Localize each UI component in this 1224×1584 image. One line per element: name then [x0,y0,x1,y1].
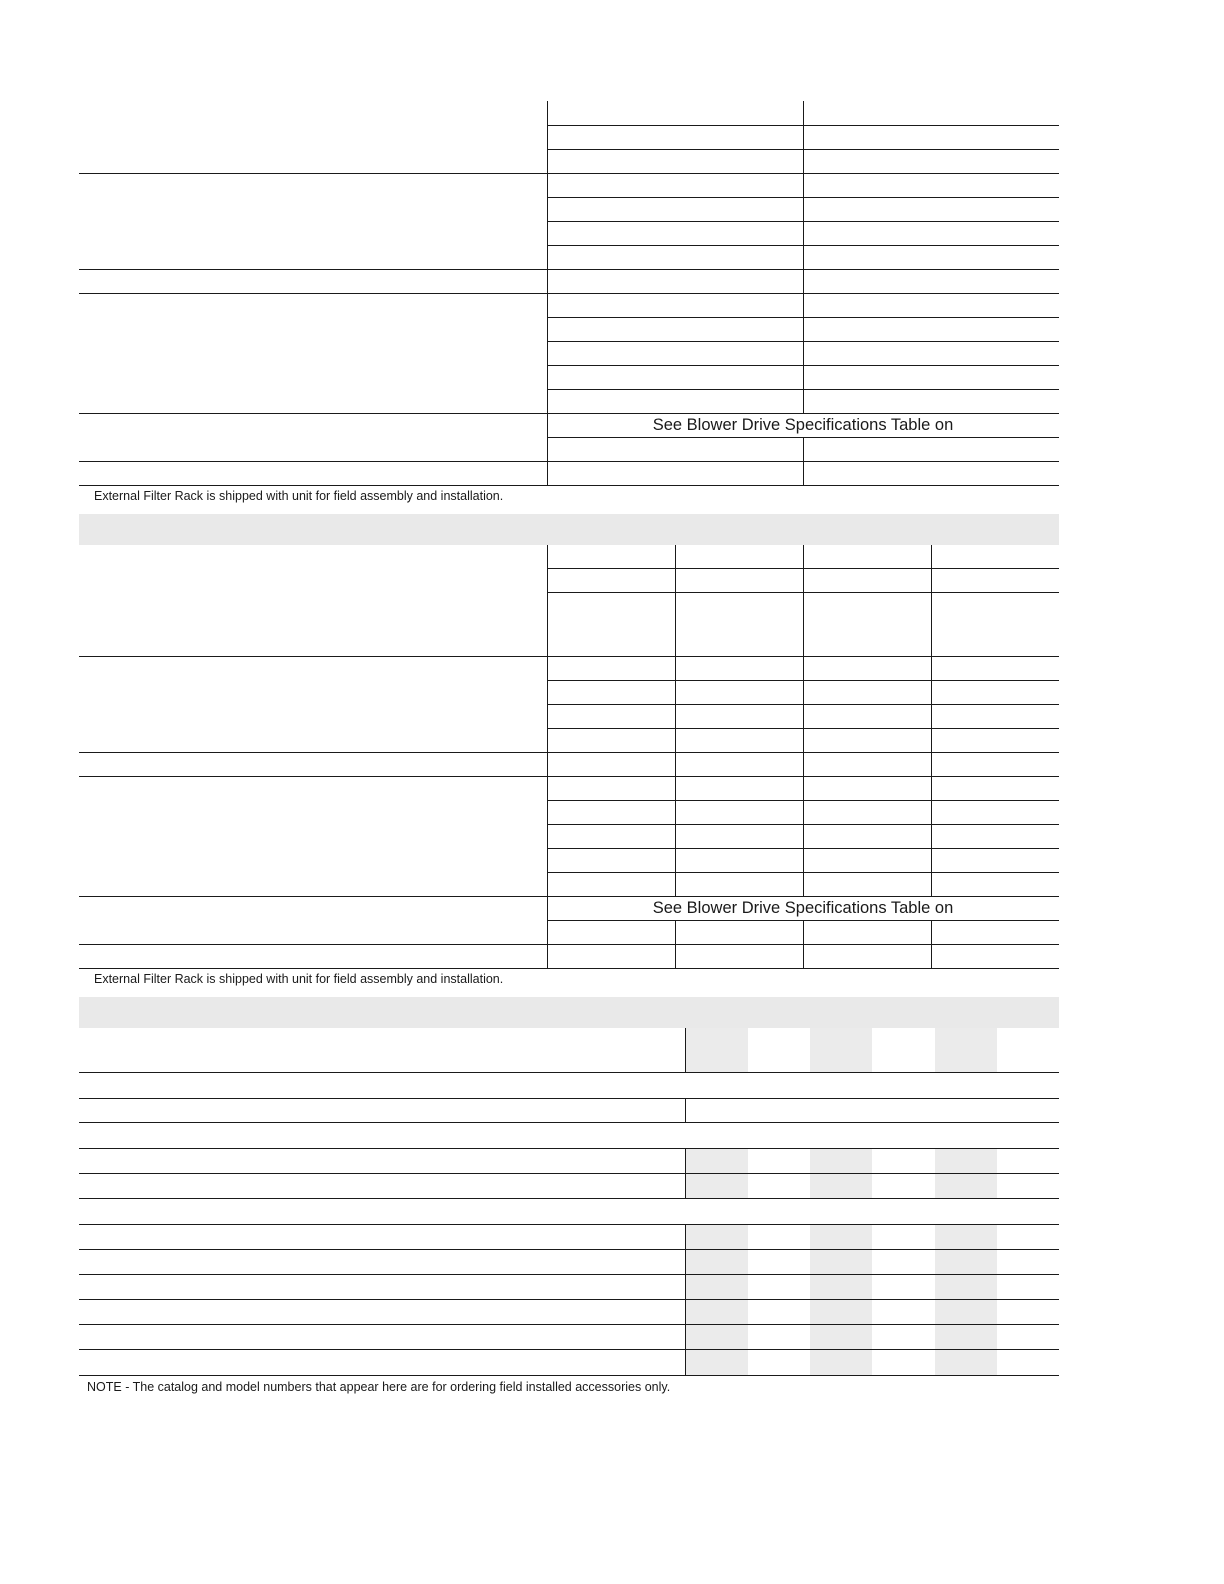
filter-rack-note-1: External Filter Rack is shipped with unit for field assembly and installation. [94,489,504,503]
accessories-table-3 [79,1028,1059,1376]
accessories-footnote: NOTE - The catalog and model numbers that appear here are for ordering field installed accessories only. [87,1380,671,1394]
table-3-shaded-columns [686,1028,997,1376]
blower-drive-note-1: See Blower Drive Specifications Table on [652,416,954,434]
table-2-header-band [79,514,1059,545]
filter-rack-note-2: External Filter Rack is shipped with unit for field assembly and installation. [94,972,504,986]
table-3-header-band [79,997,1059,1028]
blower-drive-note-2: See Blower Drive Specifications Table on [652,899,954,917]
